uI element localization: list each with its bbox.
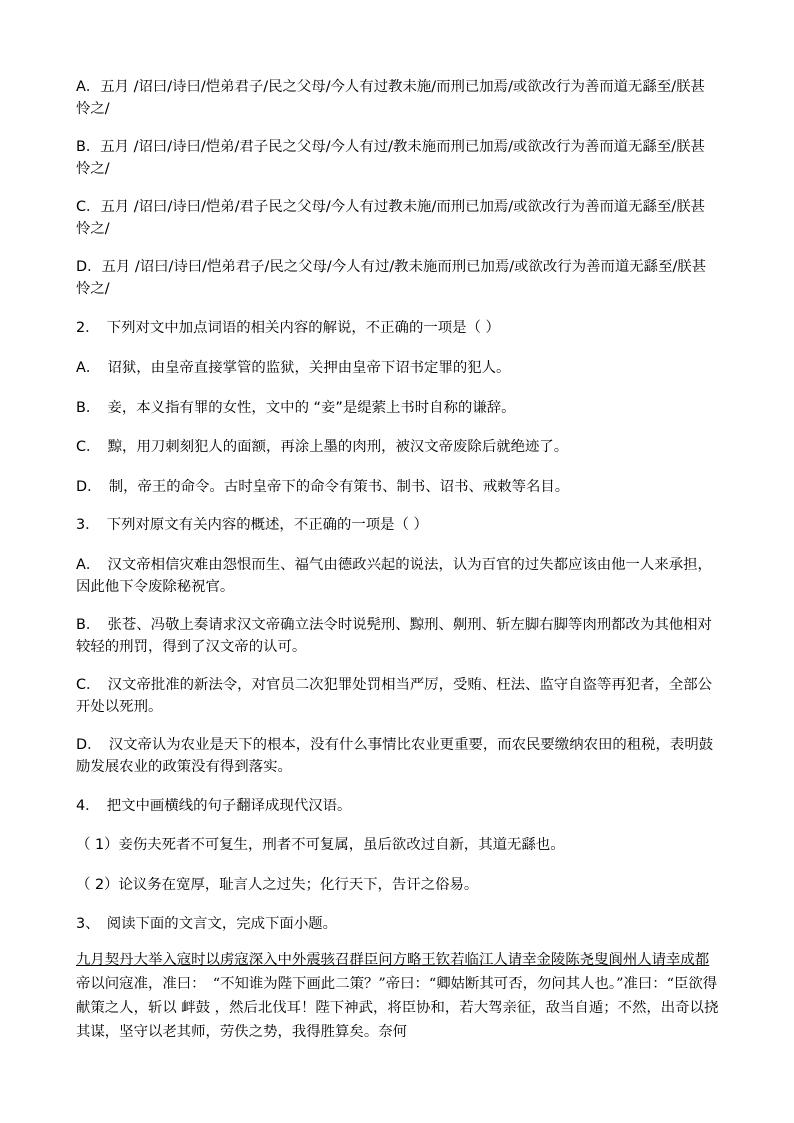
q1-option-a — [76, 76, 716, 120]
option-label: C． — [76, 199, 101, 215]
option-label: D． — [76, 259, 102, 275]
option-text: 汉文帝相信灾难由怨恨而生、福气由德政兴起的说法，认为百官的过失都应该由他一人来承担，因此他下令废除秘祝官。 — [76, 557, 712, 595]
option-text: 诏狱，由皇帝直接掌管的监狱，关押由皇帝下诏书定罪的犯人。 — [107, 360, 511, 376]
option-label: D． — [76, 479, 95, 495]
q4-item-1: （ 1）妾伤夫死者不可复生，刑者不可复属，虽后欲改过自新，其道无繇也。 — [76, 837, 565, 853]
option-label: B． — [76, 617, 94, 633]
passage-rest: 帝以问寇准，准曰： “不知谁为陛下画此二策？”帝曰：“卿姑断其可否，勿问其人也。”准曰：“臣欲得献策之人，斩以 衅鼓 ，然后北伐耳！陛下神武，将臣协和，若大驾亲征，敌当自遁；不然，出奇以挠其谋，坚守以老其师，劳佚之势，我得胜算矣。奈何 — [76, 976, 719, 1040]
q3-option-d — [76, 734, 716, 778]
option-text: 黥，用刀刺刻犯人的面额，再涂上墨的肉刑，被汉文帝废除后就绝迹了。 — [107, 439, 569, 455]
option-text: 汉文帝认为农业是天下的根本，没有什么事情比农业更重要，而农民要缴纳农田的租税，表明鼓励发展农业的政策没有得到落实。 — [76, 737, 714, 775]
option-text: 五月 /诏曰/诗曰/恺弟/君子民之父母/今人有过/教未施而刑已加焉/或欲改行为善而道无繇至/朕甚怜之/ — [76, 139, 705, 177]
q2-stem: 2． 下列对文中加点词语的相关内容的解说，不正确的一项是（ ） — [76, 320, 500, 336]
option-text: 五月 /诏曰/诗曰/恺弟君子/民之父母/今人有过教未施/而刑已加焉/或欲改行为善而道无繇至/朕甚怜之/ — [76, 79, 705, 117]
option-label: A． — [76, 79, 101, 95]
q2-option-a — [76, 357, 716, 379]
option-text: 汉文帝批准的新法令，对官员二次犯罪处罚相当严厉，受贿、枉法、监守自盗等再犯者，全部公开处以死刑。 — [76, 677, 713, 715]
q3-option-b — [76, 614, 716, 658]
option-text: 五月 /诏曰/诗曰/恺弟君子/民之父母/今人有过/教未施而刑已加焉/或欲改行为善而道无繇至/朕甚怜之/ — [76, 259, 707, 297]
q3-stem: 3． 下列对原文有关内容的概述，不正确的一项是（ ） — [76, 517, 428, 533]
option-label: A． — [76, 557, 94, 573]
q1-option-d — [76, 256, 716, 300]
option-text: 制，帝王的命令。古时皇帝下的命令有策书、制书、诏书、戒敕等名目。 — [108, 479, 570, 495]
option-label: C． — [76, 439, 94, 455]
option-label: C． — [76, 677, 94, 693]
option-text: 五月 /诏曰/诗曰/恺弟/君子民之父母/今人有过教未施/而刑已加焉/或欲改行为善而道无繇至/朕甚怜之/ — [76, 199, 706, 237]
option-label: D． — [76, 737, 95, 753]
q2-option-d — [76, 476, 716, 498]
option-text: 张苍、冯敬上奏请求汉文帝确立法令时说髡刑、黥刑、劓刑、斩左脚右脚等肉刑都改为其他相对较轻的刑罚，得到了汉文帝的认可。 — [76, 617, 712, 655]
q2-option-b — [76, 397, 716, 419]
passage-text — [76, 948, 720, 1044]
passage-underlined: 九月契丹大举入寇时以虏寇深入中外震骇召群臣问方略王钦若临江人请幸金陵陈尧叟阆州人请幸成都 — [76, 952, 710, 968]
q3-option-c — [76, 674, 716, 718]
option-label: B． — [76, 400, 94, 416]
option-label: B． — [76, 139, 101, 155]
q4-stem: 4． 把文中画横线的句子翻译成现代汉语。 — [76, 798, 352, 814]
q1-option-b — [76, 136, 716, 180]
q4-item-2: （ 2）论议务在宽厚，耻言人之过失；化行天下，告讦之俗易。 — [76, 877, 479, 893]
q1-option-c — [76, 196, 716, 240]
option-label: A． — [76, 360, 94, 376]
q3-option-a — [76, 554, 716, 598]
section3-stem: 3、 阅读下面的文言文，完成下面小题。 — [76, 916, 337, 932]
q2-option-c — [76, 436, 716, 458]
option-text: 妾，本义指有罪的女性，文中的 “妾”是缇萦上书时自称的谦辞。 — [107, 400, 516, 416]
